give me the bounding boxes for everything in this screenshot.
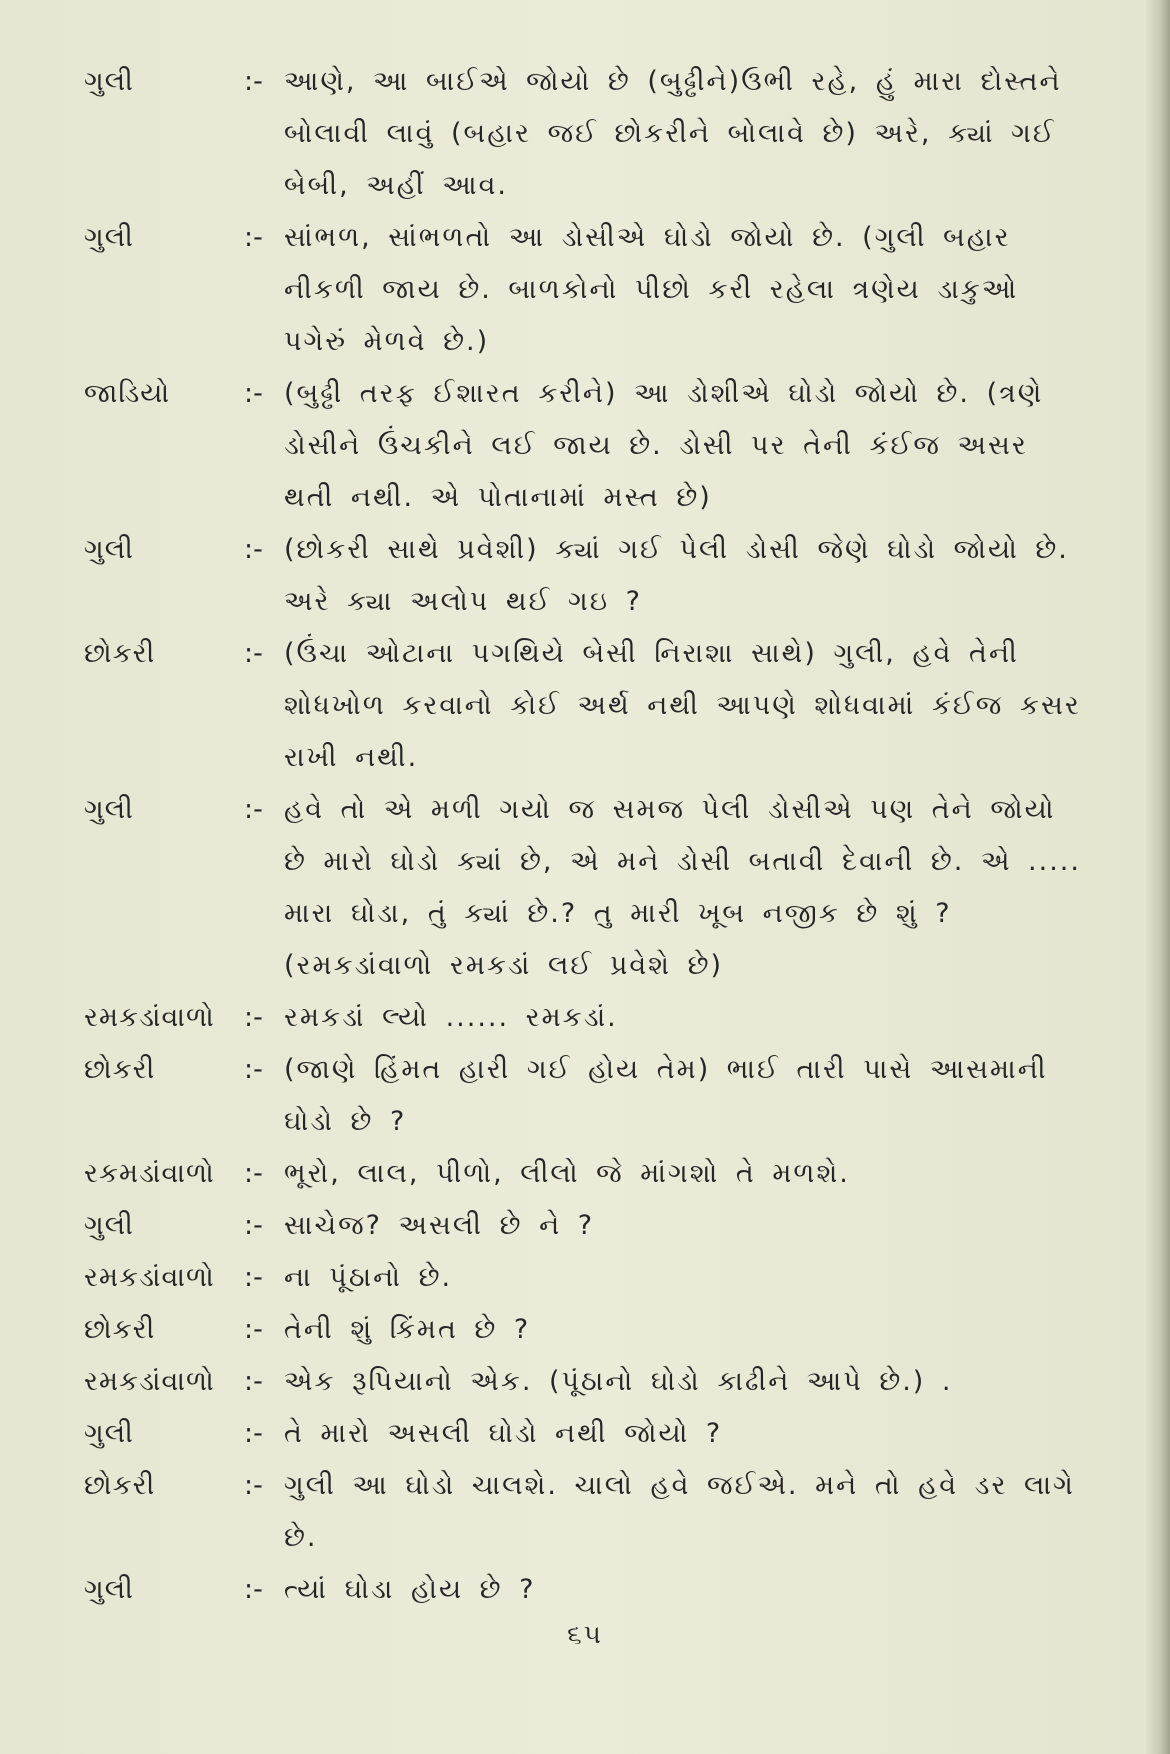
speaker-separator: :- — [244, 1158, 263, 1189]
speaker-separator: :- — [244, 1314, 263, 1345]
dialogue-text: ગુલી આ ઘોડો ચાલશે. ચાલો હવે જઈએ. મને તો હવે ડર લાગે છે. — [284, 1470, 1075, 1553]
dialogue-entry — [84, 628, 1094, 784]
speaker-name: રમકડાંવાળો — [84, 1002, 215, 1033]
speaker-separator: :- — [244, 378, 263, 409]
dialogue-entry — [84, 784, 1094, 992]
dialogue-entry — [84, 368, 1094, 524]
page-number: ૬૫ — [567, 1620, 603, 1650]
speaker-name: ગુલી — [84, 534, 134, 565]
dialogue-entry — [84, 1148, 1094, 1200]
speaker-separator: :- — [244, 1574, 263, 1605]
speaker-name: ગુલી — [84, 222, 134, 253]
dialogue-text: તે મારો અસલી ઘોડો નથી જોયો ? — [284, 1418, 723, 1449]
dialogue-entry — [84, 56, 1094, 212]
speaker-name: છોકરી — [84, 638, 156, 669]
speaker-separator: :- — [244, 1470, 263, 1501]
dialogue-entry — [84, 992, 1094, 1044]
dialogue-text: આણે, આ બાઈએ જોયો છે (બુઢ્ઢીને)ઉભી રહે, હું મારા દોસ્તને બોલાવી લાવું (બહાર જઈ છોકરીને બોલાવે છે) અરે, ક્યાં ગઈ બેબી, અહીં આવ. — [284, 66, 1062, 201]
dialogue-text: (જાણે હિંમત હારી ગઈ હોય તેમ) ભાઈ તારી પાસે આસમાની ઘોડો છે ? — [284, 1054, 1048, 1137]
speaker-name: છોકરી — [84, 1314, 156, 1345]
dialogue-entry — [84, 524, 1094, 628]
speaker-name: રમકડાંવાળો — [84, 1366, 215, 1397]
dialogue-entry — [84, 212, 1094, 368]
dialogue-text: (ઉંચા ઓટાના પગથિયે બેસી નિરાશા સાથે) ગુલી, હવે તેની શોધખોળ કરવાનો કોઈ અર્થ નથી આપણે શોધવામાં કંઈજ કસર રાખી નથી. — [284, 638, 1081, 773]
dialogue-entry — [84, 1304, 1094, 1356]
speaker-name: ગુલી — [84, 1210, 134, 1241]
dialogue-text: (બુઢ્ઢી તરફ ઈશારત કરીને) આ ડોશીએ ઘોડો જોયો છે. (ત્રણે ડોસીને ઉંચકીને લઈ જાય છે. ડોસી પર તેની કંઈજ અસર થતી નથી. એ પોતાનામાં મસ્ત છે) — [284, 378, 1044, 513]
dialogue-text: સાચેજ? અસલી છે ને ? — [284, 1210, 595, 1241]
speaker-name: જાડિયો — [84, 378, 171, 409]
speaker-separator: :- — [244, 1418, 263, 1449]
speaker-separator: :- — [244, 794, 263, 825]
speaker-separator: :- — [244, 1210, 263, 1241]
dialogue-text: એક રૂપિયાનો એક. (પૂંઠાનો ઘોડો કાઢીને આપે છે.) . — [284, 1366, 953, 1397]
speaker-name: રકમડાંવાળો — [84, 1158, 215, 1189]
speaker-separator: :- — [244, 222, 263, 253]
speaker-separator: :- — [244, 1262, 263, 1293]
dialogue-text: ત્યાં ઘોડા હોય છે ? — [284, 1574, 536, 1605]
dialogue-text: સાંભળ, સાંભળતો આ ડોસીએ ઘોડો જોયો છે. (ગુલી બહાર નીકળી જાય છે. બાળકોનો પીછો કરી રહેલા ત્રણેય ડાકુઓ પગેરું મેળવે છે.) — [284, 222, 1019, 357]
dialogue-entry — [84, 1356, 1094, 1408]
speaker-separator: :- — [244, 1002, 263, 1033]
speaker-name: ગુલી — [84, 794, 134, 825]
speaker-separator: :- — [244, 534, 263, 565]
dialogue-text: (છોકરી સાથે પ્રવેશી) ક્યાં ગઈ પેલી ડોસી જેણે ઘોડો જોયો છે. અરે ક્યા અલોપ થઈ ગઇ ? — [284, 534, 1069, 617]
dialogue-text: તેની શું કિંમત છે ? — [284, 1314, 531, 1345]
dialogue-list — [84, 56, 1094, 1616]
speaker-name: ગુલી — [84, 66, 134, 97]
page-spine-shadow — [1144, 0, 1170, 1754]
dialogue-entry — [84, 1460, 1094, 1564]
dialogue-text: હવે તો એ મળી ગયો જ સમજ પેલી ડોસીએ પણ તેને જોયો છે મારો ઘોડો ક્યાં છે, એ મને ડોસી બતાવી દેવાની છે. એ ..... મારા ઘોડા, તું ક્યાં છે.? તુ મારી ખૂબ નજીક છે શું ? (રમકડાંવાળો રમકડાં લઈ પ્રવેશે છે) — [284, 794, 1081, 981]
dialogue-entry — [84, 1044, 1094, 1148]
speaker-separator: :- — [244, 66, 263, 97]
dialogue-entry — [84, 1564, 1094, 1616]
speaker-name: ગુલી — [84, 1574, 134, 1605]
speaker-name: છોકરી — [84, 1054, 156, 1085]
dialogue-entry — [84, 1200, 1094, 1252]
speaker-separator: :- — [244, 1366, 263, 1397]
speaker-separator: :- — [244, 1054, 263, 1085]
dialogue-text: રમકડાં લ્યો ...... રમકડાં. — [284, 1002, 618, 1033]
speaker-name: રમકડાંવાળો — [84, 1262, 215, 1293]
dialogue-entry — [84, 1252, 1094, 1304]
speaker-separator: :- — [244, 638, 263, 669]
dialogue-text: ભૂરો, લાલ, પીળો, લીલો જે માંગશો તે મળશે. — [284, 1158, 850, 1189]
dialogue-entry — [84, 1408, 1094, 1460]
dialogue-text: ના પૂંઠાનો છે. — [284, 1262, 453, 1293]
speaker-name: ગુલી — [84, 1418, 134, 1449]
speaker-name: છોકરી — [84, 1470, 156, 1501]
